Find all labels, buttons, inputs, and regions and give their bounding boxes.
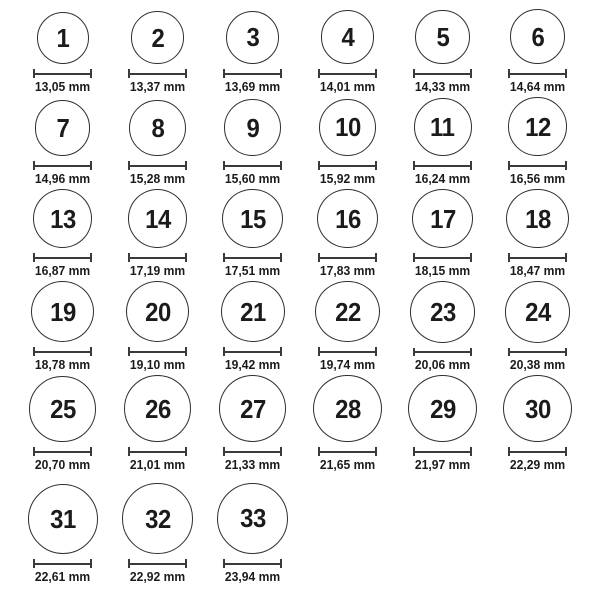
ring-size-cell bbox=[395, 281, 490, 375]
diameter-measure-line bbox=[413, 161, 472, 170]
ring-size-number: 12 bbox=[524, 111, 551, 142]
ring-size-number: 21 bbox=[239, 296, 266, 327]
diameter-measure-line bbox=[128, 253, 187, 262]
ring-size-cell bbox=[15, 375, 110, 475]
ring-size-cell bbox=[205, 189, 300, 281]
ring-circle bbox=[29, 376, 95, 442]
ring-diameter-label: 22,29 mm bbox=[509, 458, 566, 472]
ring-size-cell bbox=[300, 281, 395, 375]
diameter-measure-line bbox=[508, 348, 567, 356]
ring-size-cell bbox=[205, 375, 300, 475]
ring-size-cell bbox=[15, 281, 110, 375]
ring-size-cell bbox=[300, 189, 395, 281]
ring-size-number: 10 bbox=[334, 112, 361, 143]
ring-circle bbox=[129, 100, 185, 156]
ring-diameter-label: 21,01 mm bbox=[129, 458, 186, 472]
ring-size-number: 1 bbox=[56, 23, 69, 53]
ring-size-number: 7 bbox=[56, 113, 69, 144]
diameter-measure-line bbox=[413, 69, 472, 78]
diameter-measure-line bbox=[223, 347, 282, 356]
ring-size-number: 31 bbox=[49, 504, 76, 534]
ring-size-number: 18 bbox=[524, 203, 551, 234]
ring-diameter-label: 22,92 mm bbox=[129, 570, 186, 584]
ring-circle bbox=[35, 100, 91, 156]
diameter-measure-line bbox=[508, 69, 567, 78]
diameter-measure-line bbox=[33, 447, 92, 456]
diameter-measure-line bbox=[128, 447, 187, 456]
ring-diameter-label: 17,83 mm bbox=[319, 264, 376, 278]
ring-size-number: 33 bbox=[239, 503, 266, 534]
ring-size-cell bbox=[110, 475, 205, 587]
ring-size-cell bbox=[300, 0, 395, 97]
ring-circle bbox=[415, 10, 469, 64]
ring-circle bbox=[221, 281, 285, 342]
ring-circle bbox=[321, 10, 375, 64]
ring-size-cell bbox=[110, 189, 205, 281]
ring-size-cell bbox=[15, 97, 110, 189]
diameter-measure-line bbox=[128, 161, 187, 170]
ring-diameter-label: 18,15 mm bbox=[414, 264, 471, 278]
ring-circle bbox=[222, 189, 282, 248]
ring-diameter-label: 15,92 mm bbox=[319, 172, 376, 186]
ring-size-number: 19 bbox=[49, 296, 76, 327]
ring-size-number: 20 bbox=[144, 296, 171, 327]
ring-size-cell bbox=[205, 0, 300, 97]
diameter-measure-line bbox=[128, 69, 187, 78]
ring-size-number: 11 bbox=[430, 112, 455, 142]
ring-size-number: 26 bbox=[144, 393, 171, 424]
diameter-measure-line bbox=[318, 347, 377, 356]
ring-circle bbox=[28, 484, 98, 554]
ring-circle bbox=[124, 375, 191, 442]
ring-size-number: 25 bbox=[49, 393, 76, 424]
ring-size-cell bbox=[395, 189, 490, 281]
ring-diameter-label: 23,94 mm bbox=[224, 570, 281, 584]
diameter-measure-line bbox=[223, 69, 282, 78]
ring-circle bbox=[37, 12, 89, 64]
ring-diameter-label: 13,05 mm bbox=[34, 80, 91, 94]
ring-size-cell bbox=[110, 375, 205, 475]
ring-size-number: 16 bbox=[334, 203, 361, 234]
ring-circle bbox=[506, 189, 568, 248]
ring-circle bbox=[33, 189, 92, 248]
ring-circle bbox=[122, 483, 193, 554]
ring-circle bbox=[219, 375, 287, 442]
ring-size-cell bbox=[490, 189, 585, 281]
diameter-measure-line bbox=[223, 253, 282, 262]
ring-size-number: 17 bbox=[429, 203, 456, 234]
ring-diameter-label: 13,69 mm bbox=[224, 80, 281, 94]
ring-circle bbox=[508, 97, 567, 156]
diameter-measure-line bbox=[128, 347, 187, 356]
ring-circle bbox=[315, 281, 380, 342]
ring-diameter-label: 21,33 mm bbox=[224, 458, 281, 472]
ring-circle bbox=[414, 98, 472, 156]
diameter-measure-line bbox=[318, 253, 377, 262]
diameter-measure-line bbox=[33, 69, 92, 78]
ring-size-cell bbox=[300, 375, 395, 475]
diameter-measure-line bbox=[413, 447, 472, 456]
ring-size-number: 14 bbox=[144, 203, 171, 234]
ring-size-cell bbox=[490, 97, 585, 189]
diameter-measure-line bbox=[318, 161, 377, 170]
ring-size-number: 6 bbox=[531, 21, 544, 52]
ring-diameter-label: 16,24 mm bbox=[414, 172, 471, 186]
ring-circle bbox=[224, 99, 281, 156]
ring-diameter-label: 20,06 mm bbox=[414, 358, 471, 372]
ring-size-cell bbox=[205, 475, 300, 587]
ring-size-cell bbox=[395, 0, 490, 97]
ring-diameter-label: 13,37 mm bbox=[129, 80, 186, 94]
ring-size-cell bbox=[395, 97, 490, 189]
ring-diameter-label: 15,28 mm bbox=[129, 172, 186, 186]
diameter-measure-line bbox=[223, 447, 282, 456]
ring-size-cell bbox=[205, 281, 300, 375]
ring-size-cell bbox=[15, 475, 110, 587]
ring-size-number: 24 bbox=[524, 296, 551, 327]
ring-circle bbox=[503, 375, 572, 442]
ring-size-number: 3 bbox=[246, 22, 259, 53]
diameter-measure-line bbox=[128, 559, 187, 568]
ring-diameter-label: 22,61 mm bbox=[34, 570, 91, 584]
ring-diameter-label: 19,42 mm bbox=[224, 358, 281, 372]
ring-circle bbox=[412, 189, 474, 248]
ring-circle bbox=[131, 11, 184, 64]
diameter-measure-line bbox=[508, 447, 567, 456]
diameter-measure-line bbox=[413, 253, 472, 262]
ring-circle bbox=[128, 189, 188, 248]
ring-diameter-label: 19,74 mm bbox=[319, 358, 376, 372]
ring-circle bbox=[510, 9, 565, 64]
diameter-measure-line bbox=[33, 161, 92, 170]
ring-size-cell bbox=[110, 97, 205, 189]
ring-diameter-label: 14,96 mm bbox=[34, 172, 91, 186]
ring-size-number: 27 bbox=[239, 393, 266, 424]
diameter-measure-line bbox=[508, 161, 567, 170]
ring-circle bbox=[31, 281, 94, 342]
ring-size-number: 22 bbox=[334, 296, 361, 327]
ring-size-number: 30 bbox=[524, 393, 551, 424]
ring-circle bbox=[217, 483, 288, 554]
ring-size-cell bbox=[110, 0, 205, 97]
ring-size-cell bbox=[205, 97, 300, 189]
ring-size-number: 2 bbox=[151, 22, 164, 53]
diameter-measure-line bbox=[223, 559, 282, 568]
ring-size-cell bbox=[490, 0, 585, 97]
diameter-measure-line bbox=[413, 348, 472, 356]
diameter-measure-line bbox=[223, 161, 282, 170]
ring-size-number: 32 bbox=[144, 503, 171, 534]
ring-diameter-label: 20,70 mm bbox=[34, 458, 91, 472]
ring-size-number: 28 bbox=[334, 393, 361, 424]
ring-circle bbox=[505, 281, 571, 343]
ring-size-cell bbox=[110, 281, 205, 375]
ring-diameter-label: 19,10 mm bbox=[129, 358, 186, 372]
ring-size-cell bbox=[15, 189, 110, 281]
ring-size-cell bbox=[300, 97, 395, 189]
ring-size-cell bbox=[395, 375, 490, 475]
ring-diameter-label: 16,56 mm bbox=[509, 172, 566, 186]
ring-size-cell bbox=[490, 375, 585, 475]
ring-diameter-label: 17,19 mm bbox=[129, 264, 186, 278]
diameter-measure-line bbox=[33, 253, 92, 262]
diameter-measure-line bbox=[508, 253, 567, 262]
ring-circle bbox=[317, 189, 378, 248]
ring-diameter-label: 14,01 mm bbox=[319, 80, 376, 94]
ring-size-number: 9 bbox=[246, 112, 259, 143]
diameter-measure-line bbox=[33, 347, 92, 356]
ring-size-number: 23 bbox=[429, 296, 456, 327]
ring-size-number: 4 bbox=[341, 22, 354, 53]
ring-diameter-label: 20,38 mm bbox=[509, 358, 566, 372]
ring-diameter-label: 14,64 mm bbox=[509, 80, 566, 94]
ring-circle bbox=[319, 99, 376, 156]
diameter-measure-line bbox=[33, 559, 92, 568]
ring-diameter-label: 16,87 mm bbox=[34, 264, 91, 278]
ring-circle bbox=[408, 375, 477, 442]
ring-diameter-label: 17,51 mm bbox=[224, 264, 281, 278]
diameter-measure-line bbox=[318, 69, 377, 78]
ring-diameter-label: 21,65 mm bbox=[319, 458, 376, 472]
ring-circle bbox=[410, 281, 475, 343]
ring-circle bbox=[126, 281, 189, 342]
ring-size-number: 15 bbox=[239, 203, 266, 234]
ring-circle bbox=[226, 11, 279, 64]
ring-diameter-label: 21,97 mm bbox=[414, 458, 471, 472]
ring-size-number: 29 bbox=[429, 393, 456, 424]
ring-circle bbox=[313, 375, 381, 442]
ring-size-number: 8 bbox=[151, 112, 164, 143]
diameter-measure-line bbox=[318, 447, 377, 456]
ring-diameter-label: 18,47 mm bbox=[509, 264, 566, 278]
ring-diameter-label: 14,33 mm bbox=[414, 80, 471, 94]
ring-size-cell bbox=[15, 0, 110, 97]
ring-size-number: 13 bbox=[49, 203, 76, 234]
ring-diameter-label: 15,60 mm bbox=[224, 172, 281, 186]
ring-size-number: 5 bbox=[436, 21, 449, 52]
ring-size-cell bbox=[490, 281, 585, 375]
ring-diameter-label: 18,78 mm bbox=[34, 358, 91, 372]
